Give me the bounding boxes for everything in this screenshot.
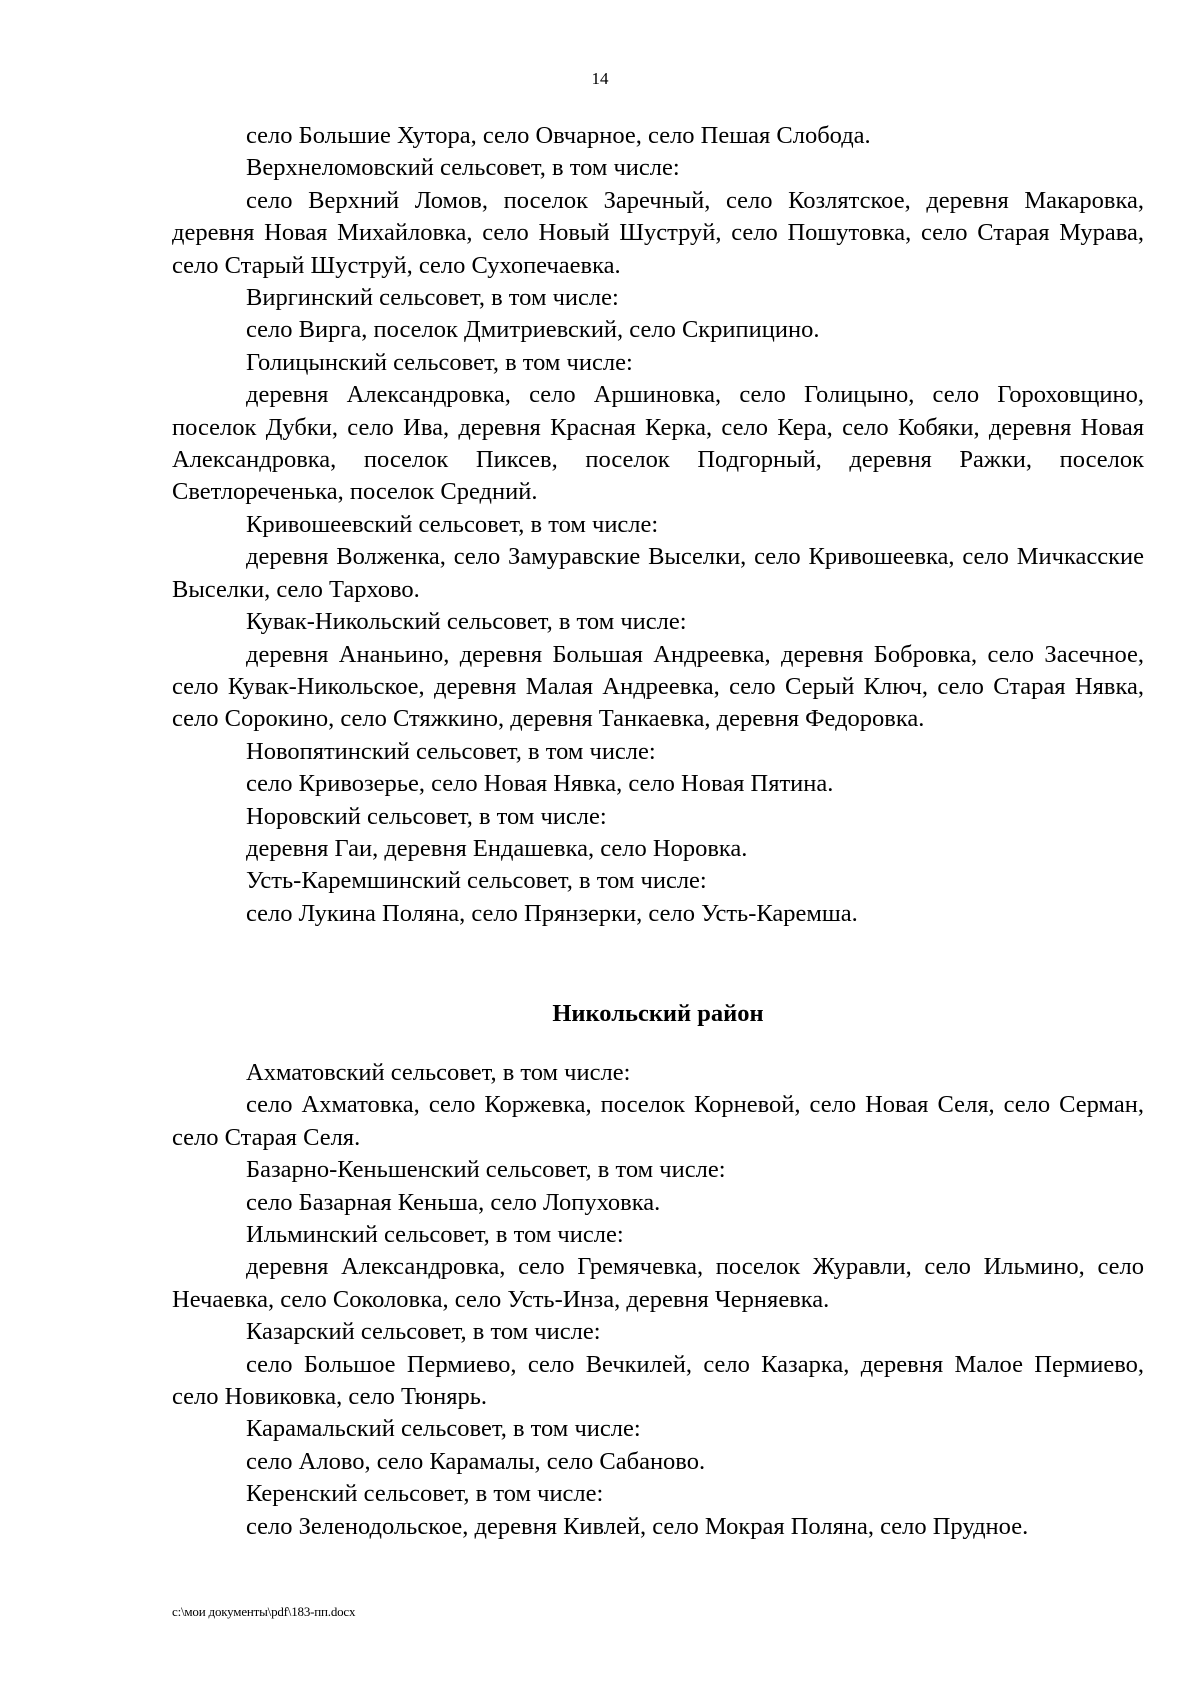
paragraph: село Зеленодольское, деревня Кивлей, село Мокрая Поляна, село Прудное. [246,1512,1029,1540]
paragraph: деревня Гаи, деревня Ендашевка, село Норовка. [246,834,748,862]
council-heading: Усть-Каремшинский сельсовет, в том числе: [246,867,707,895]
paragraph: деревня Ананьино, деревня Большая Андреевка, деревня Бобровка, село Засечное, село Кувак-Никольское, деревня Малая Андреевка, село Серый Ключ, село Старая Нявка, село Сорокино, село Стяжкино, деревня Танкаевка, деревня Федоровка. [172,640,1144,733]
council-heading: Керенский сельсовет, в том числе: [246,1480,604,1508]
council-heading: Ильминский сельсовет, в том числе: [246,1221,624,1249]
paragraph: деревня Волженка, село Замуравские Выселки, село Кривошеевка, село Мичкасские Выселки, село Тархово. [172,543,1144,603]
council-heading: Карамальский сельсовет, в том числе: [246,1415,641,1443]
paragraph: село Большое Пермиево, село Вечкилей, село Казарка, деревня Малое Пермиево, село Новиковка, село Тюнярь. [172,1350,1144,1411]
paragraph: село Ахматовка, село Коржевка, поселок Корневой, село Новая Селя, село Серман, село Старая Селя. [172,1091,1144,1151]
paragraph: деревня Александровка, село Гремячевка, поселок Журавли, село Ильмино, село Нечаевка, село Соколовка, село Усть-Инза, деревня Черняевка. [172,1253,1144,1313]
council-heading: Верхнеломовский сельсовет, в том числе: [246,154,680,182]
paragraph: село Вирга, поселок Дмитриевский, село Скрипицино. [246,316,820,344]
council-heading: Кувак-Никольский сельсовет, в том числе: [246,608,687,636]
paragraph: село Большие Хутора, село Овчарное, село Пешая Слобода. [246,122,871,149]
council-heading: Кривошеевский сельсовет, в том числе: [246,510,659,538]
council-heading: Голицынский сельсовет, в том числе: [246,348,633,376]
council-heading: Базарно-Кеньшенский сельсовет, в том числе: [246,1156,726,1184]
paragraph: село Верхний Ломов, поселок Заречный, село Козлятское, деревня Макаровка, деревня Новая Михайловка, село Новый Шуструй, село Пошутовка, село Старая Мурава, село Старый Шуструй, село Сухопечаевка. [172,186,1144,279]
paragraph: село Алово, село Карамалы, село Сабаново. [246,1447,706,1475]
council-heading: Норовский сельсовет, в том числе: [246,802,607,830]
council-heading: Ахматовский сельсовет, в том числе: [246,1059,631,1086]
council-heading: Новопятинский сельсовет, в том числе: [246,737,656,765]
paragraph: село Базарная Кеньша, село Лопуховка. [246,1188,661,1216]
footer-file-path: c:\мои документы\pdf\183-пп.docx [172,1604,356,1619]
page-number: 14 [591,69,609,88]
council-heading: Казарский сельсовет, в том числе: [246,1318,601,1346]
settlements-list-upper [172,120,1144,930]
council-heading: Виргинский сельсовет, в том числе: [246,284,619,312]
paragraph: село Лукина Поляна, село Прянзерки, село Усть-Каремша. [246,899,858,927]
paragraph: деревня Александровка, село Аршиновка, село Голицыно, село Гороховщино, поселок Дубки, село Ива, деревня Красная Керка, село Кера, село Кобяки, деревня Новая Александровка, поселок Пиксев, поселок Подгорный, деревня Ражки, поселок Светлореченька, поселок Средний. [172,381,1144,506]
paragraph: село Кривозерье, село Новая Нявка, село Новая Пятина. [246,770,834,798]
section-heading: Никольский район [552,1000,764,1027]
settlements-list-lower [172,1057,1144,1543]
